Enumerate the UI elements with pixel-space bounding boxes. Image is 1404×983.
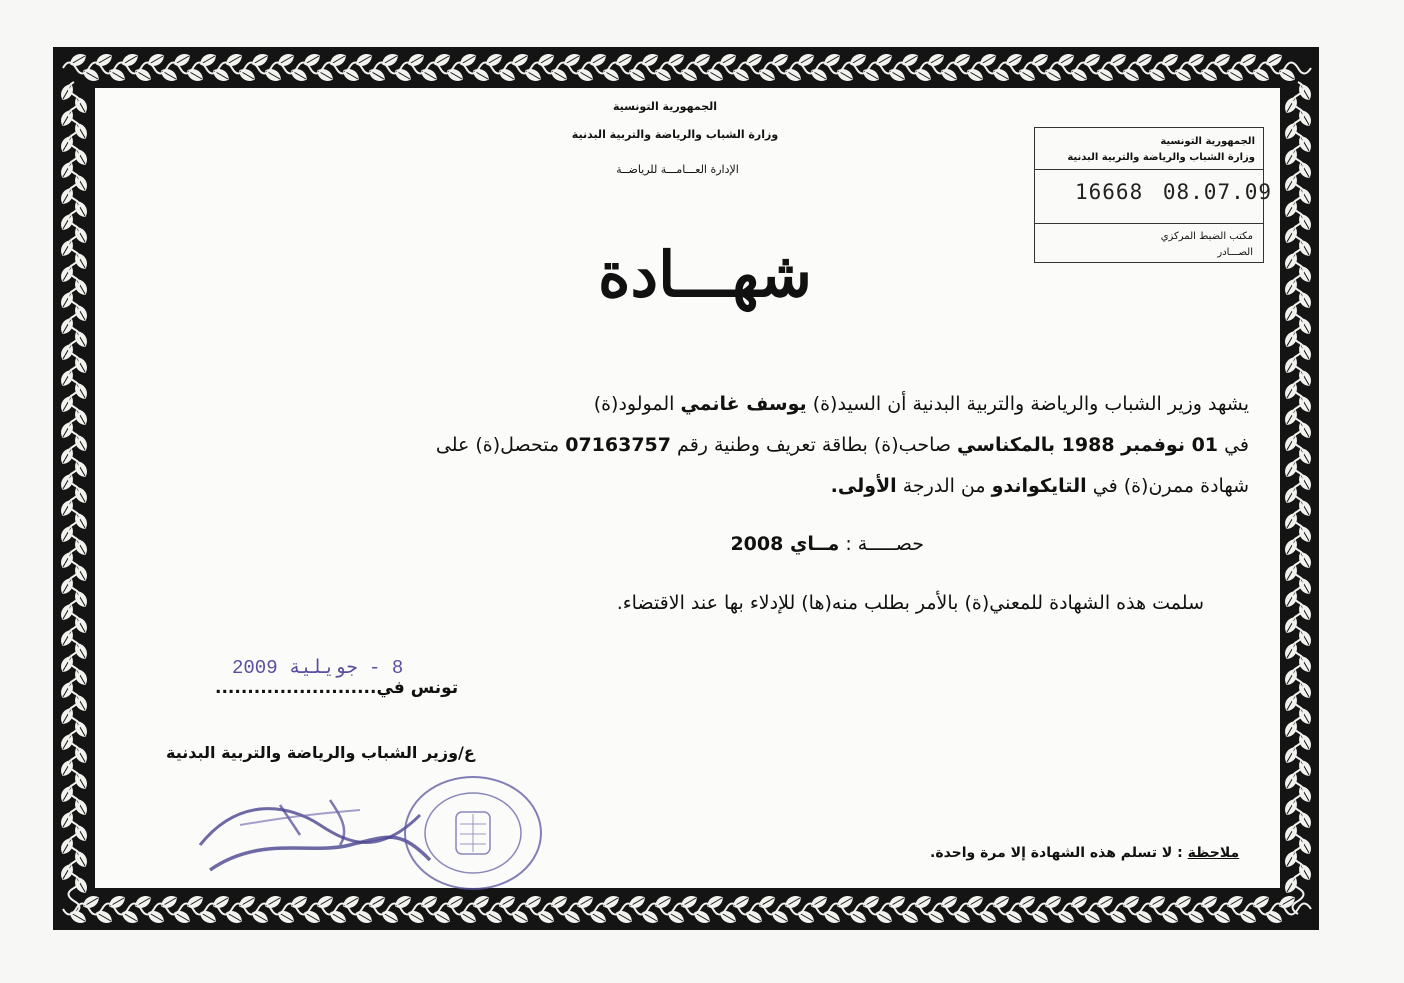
stamp-ministry: وزارة الشباب والرياضة والتربية البدنية — [1067, 152, 1255, 163]
sport-name: التايكواندو — [991, 475, 1087, 497]
body-line-3 — [831, 475, 1249, 497]
place-date-line: تونس في......................... — [215, 678, 459, 698]
body-line2-mid: صاحب(ة) بطاقة تعريف وطنية رقم — [677, 434, 951, 456]
footer-note — [930, 845, 1239, 861]
header-ministry: وزارة الشباب والرياضة والتربية البدنية — [571, 128, 779, 141]
session-line — [730, 533, 924, 555]
issue-date-stamp: 8 - جويلية 2009 — [232, 657, 404, 679]
body-line1-suffix: المولود(ة) — [593, 393, 675, 415]
note-text: : لا تسلم هذه الشهادة إلا مرة واحدة. — [930, 845, 1183, 861]
body-line2-prefix: في — [1224, 434, 1249, 456]
signatory-title: ع/وزير الشباب والرياضة والتربية البدنية — [166, 743, 475, 762]
delivery-text: سلمت هذه الشهادة للمعني(ة) بالأمر بطلب منه(ها) للإدلاء بها عند الاقتضاء. — [616, 592, 1204, 614]
header-directorate: الإدارة العـــامـــة للرياضــة — [616, 163, 739, 176]
stamp-date: 08.07.09 — [1162, 180, 1273, 204]
body-line-2 — [436, 434, 1249, 456]
birth-date-place: 01 نوفمبر 1988 بالمكناسي — [957, 434, 1219, 456]
header-republic: الجمهورية التونسية — [612, 100, 718, 113]
session-label: حصـــــة : — [845, 533, 924, 555]
stamp-republic: الجمهورية التونسية — [1160, 136, 1255, 147]
stamp-outgoing: الصـــادر — [1217, 247, 1253, 258]
session-value: مــاي 2008 — [730, 533, 840, 555]
official-seal — [398, 772, 548, 894]
registration-stamp — [1034, 127, 1273, 263]
stamp-registration — [1075, 180, 1272, 204]
degree: الأولى. — [830, 475, 897, 497]
body-line2-suffix: متحصل(ة) على — [435, 434, 560, 456]
body-line1-prefix: يشهد وزير الشباب والرياضة والتربية البدنية أن السيد(ة) — [812, 393, 1249, 415]
body-line3-prefix: شهادة ممرن(ة) في — [1092, 475, 1249, 497]
stamp-office: مكتب الضبط المركزي — [1160, 231, 1253, 242]
body-line3-mid: من الدرجة — [902, 475, 986, 497]
body-line-1 — [594, 393, 1249, 415]
person-name: يوسف غانمي — [680, 393, 807, 415]
certificate-title: شهـــادة — [597, 238, 812, 311]
stamp-number: 16668 — [1075, 180, 1144, 204]
note-label: ملاحظة — [1187, 845, 1240, 861]
id-number: 07163757 — [565, 434, 671, 456]
